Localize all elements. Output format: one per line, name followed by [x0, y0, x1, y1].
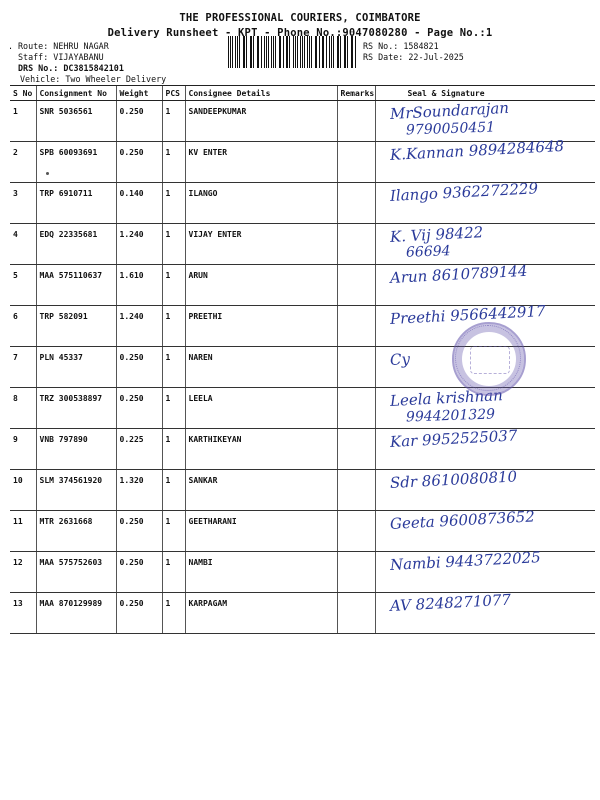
cell-consignment: PLN 45337: [36, 347, 116, 388]
cell-remarks: [337, 265, 375, 306]
cell-consignment: SPB 60093691: [36, 142, 116, 183]
cell-pcs: 1: [162, 183, 185, 224]
handwritten-phone: 9790050451: [405, 119, 495, 139]
col-header-consignment: Consignment No: [36, 86, 116, 101]
barcode-bar: [261, 36, 262, 68]
cell-consignment: TRP 582091: [36, 306, 116, 347]
drs-text: DRS No.: DC3815842101: [18, 63, 124, 73]
cell-pcs: 1: [162, 347, 185, 388]
table-row: [10, 593, 595, 634]
cell-consignment: SLM 374561920: [36, 470, 116, 511]
cell-consignee: KV ENTER: [185, 142, 337, 183]
barcode-bar: [275, 36, 276, 68]
handwritten-signature: K. Vij 98422: [389, 223, 484, 246]
barcode-bar: [250, 36, 251, 68]
cell-pcs: 1: [162, 101, 185, 142]
cell-weight: 0.250: [116, 347, 162, 388]
cell-pcs: 1: [162, 265, 185, 306]
cell-sno: 8: [10, 388, 36, 429]
handwritten-phone: 66694: [405, 243, 451, 261]
rs-date-text: RS Date: 22-Jul-2025: [363, 52, 464, 62]
cell-sno: 7: [10, 347, 36, 388]
handwritten-signature: Nambi 9443722025: [389, 548, 541, 574]
cell-sno: 11: [10, 511, 36, 552]
cell-remarks: [337, 429, 375, 470]
scan-speck: [46, 172, 49, 175]
barcode-bar: [315, 36, 316, 68]
cell-pcs: 1: [162, 593, 185, 634]
cell-remarks: [337, 511, 375, 552]
barcode-bar: [235, 36, 236, 68]
cell-signature: [375, 224, 595, 265]
barcode-bar: [228, 36, 229, 68]
seal-stamp-ring: [455, 325, 521, 391]
cell-sno: 13: [10, 593, 36, 634]
cell-remarks: [337, 142, 375, 183]
col-header-sno: S No: [10, 86, 36, 101]
cell-signature: [375, 426, 595, 470]
barcode-bar: [329, 36, 330, 68]
meta-left: [8, 41, 124, 74]
cell-consignee: NAMBI: [185, 552, 337, 593]
cell-sno: 1: [10, 101, 36, 142]
cell-consignee: VIJAY ENTER: [185, 224, 337, 265]
cell-weight: 0.225: [116, 429, 162, 470]
col-header-consignee: Consignee Details: [185, 86, 337, 101]
barcode-bar: [355, 36, 356, 68]
cell-consignment: EDQ 22335681: [36, 224, 116, 265]
barcode-bar: [307, 36, 308, 68]
cell-consignee: ILANGO: [185, 183, 337, 224]
handwritten-signature: Cy: [389, 349, 410, 369]
cell-remarks: [337, 347, 375, 388]
barcode-bar: [268, 36, 269, 68]
cell-remarks: [337, 470, 375, 511]
barcode-bar: [333, 36, 334, 68]
table-row: [10, 388, 595, 429]
cell-consignment: MAA 575752603: [36, 552, 116, 593]
cell-pcs: 1: [162, 388, 185, 429]
col-header-remarks: Remarks: [337, 86, 375, 101]
cell-consignment: MAA 575110637: [36, 265, 116, 306]
barcode-bar: [344, 36, 345, 68]
cell-weight: 0.250: [116, 511, 162, 552]
table-row: [10, 265, 595, 306]
barcode-bar: [280, 36, 281, 68]
cell-signature: [375, 548, 595, 593]
table-row: [10, 470, 595, 511]
cell-weight: 0.250: [116, 388, 162, 429]
cell-sno: 12: [10, 552, 36, 593]
bullet-icon: .: [8, 41, 14, 51]
runsheet-subtitle: Delivery Runsheet - KPT - Phone No.:9047080280 - Page No.:1: [107, 27, 493, 39]
cell-remarks: [337, 101, 375, 142]
cell-pcs: 1: [162, 224, 185, 265]
rs-no-text: RS No.: 1584821: [363, 41, 439, 51]
table-row: [10, 429, 595, 470]
table-row: [10, 142, 595, 183]
cell-weight: 1.240: [116, 224, 162, 265]
barcode-bar: [271, 36, 272, 68]
cell-sno: 10: [10, 470, 36, 511]
cell-remarks: [337, 388, 375, 429]
cell-sno: 4: [10, 224, 36, 265]
cell-consignment: TRP 6910711: [36, 183, 116, 224]
barcode-bar: [300, 36, 301, 68]
cell-pcs: 1: [162, 142, 185, 183]
vehicle-text: Vehicle: Two Wheeler Delivery: [20, 74, 167, 84]
cell-signature: [375, 590, 595, 634]
cell-remarks: [337, 183, 375, 224]
cell-remarks: [337, 306, 375, 347]
route-text: Route: NEHRU NAGAR: [18, 41, 109, 51]
cell-sno: 5: [10, 265, 36, 306]
cell-consignee: SANDEEPKUMAR: [185, 101, 337, 142]
cell-consignee: PREETHI: [185, 306, 337, 347]
cell-consignment: MTR 2631668: [36, 511, 116, 552]
cell-sno: 9: [10, 429, 36, 470]
col-header-seal: Seal & Signature: [375, 86, 595, 101]
cell-signature: [375, 136, 595, 183]
handwritten-signature: MrSoundarajan: [389, 98, 509, 123]
cell-pcs: 1: [162, 552, 185, 593]
cell-consignee: KARTHIKEYAN: [185, 429, 337, 470]
barcode-bar: [311, 36, 312, 68]
table-row: [10, 183, 595, 224]
barcode-bar: [246, 36, 247, 68]
cell-remarks: [337, 593, 375, 634]
cell-signature: [375, 507, 595, 552]
cell-weight: 1.240: [116, 306, 162, 347]
cell-weight: 0.140: [116, 183, 162, 224]
handwritten-signature: K.Kannan 9894284648: [389, 136, 564, 164]
cell-pcs: 1: [162, 306, 185, 347]
handwritten-signature: Geeta 9600873652: [389, 507, 535, 533]
cell-consignment: SNR 5036561: [36, 101, 116, 142]
barcode-bar: [322, 36, 323, 68]
cell-consignment: TRZ 300538897: [36, 388, 116, 429]
cell-weight: 1.610: [116, 265, 162, 306]
table-row: [10, 511, 595, 552]
handwritten-phone: 9944201329: [405, 406, 495, 426]
handwritten-signature: Ilango 9362272229: [389, 179, 538, 205]
cell-weight: 1.320: [116, 470, 162, 511]
barcode: [228, 36, 358, 68]
cell-remarks: [337, 552, 375, 593]
handwritten-signature: Kar 9952525037: [389, 426, 518, 451]
barcode-bar: [253, 36, 254, 68]
handwritten-signature: Sdr 8610080810: [389, 467, 518, 492]
barcode-bar: [237, 36, 238, 68]
table-row: [10, 552, 595, 593]
cell-pcs: 1: [162, 470, 185, 511]
cell-weight: 0.250: [116, 552, 162, 593]
cell-signature: [375, 179, 595, 224]
cell-consignee: ARUN: [185, 265, 337, 306]
table-row: [10, 224, 595, 265]
cell-consignee: KARPAGAM: [185, 593, 337, 634]
cell-consignee: GEETHARANI: [185, 511, 337, 552]
handwritten-signature: Leela krishnan: [389, 386, 503, 410]
cell-weight: 0.250: [116, 101, 162, 142]
handwritten-signature: AV 8248271077: [389, 590, 511, 615]
cell-consignee: SANKAR: [185, 470, 337, 511]
cell-weight: 0.250: [116, 142, 162, 183]
cell-signature: [375, 467, 595, 511]
cell-consignment: VNB 797890: [36, 429, 116, 470]
handwritten-signature: Preethi 9566442917: [389, 301, 546, 328]
cell-consignment: MAA 870129989: [36, 593, 116, 634]
col-header-weight: Weight: [116, 86, 162, 101]
cell-pcs: 1: [162, 511, 185, 552]
cell-signature: [375, 98, 595, 142]
table-row: [10, 101, 595, 142]
barcode-bar: [351, 36, 352, 68]
meta-right: [363, 41, 464, 63]
col-header-pcs: PCS: [162, 86, 185, 101]
cell-sno: 3: [10, 183, 36, 224]
cell-signature: [375, 261, 595, 306]
barcode-bar: [293, 36, 294, 68]
cell-sno: 6: [10, 306, 36, 347]
cell-consignee: NAREN: [185, 347, 337, 388]
cell-sno: 2: [10, 142, 36, 183]
barcode-bar: [289, 36, 290, 68]
handwritten-signature: Arun 8610789144: [389, 261, 528, 287]
barcode-bar: [340, 36, 341, 68]
cell-pcs: 1: [162, 429, 185, 470]
cell-remarks: [337, 224, 375, 265]
staff-text: Staff: VIJAYABANU: [18, 52, 104, 62]
company-title: THE PROFESSIONAL COURIERS, COIMBATORE: [179, 12, 421, 24]
cell-weight: 0.250: [116, 593, 162, 634]
cell-consignee: LEELA: [185, 388, 337, 429]
